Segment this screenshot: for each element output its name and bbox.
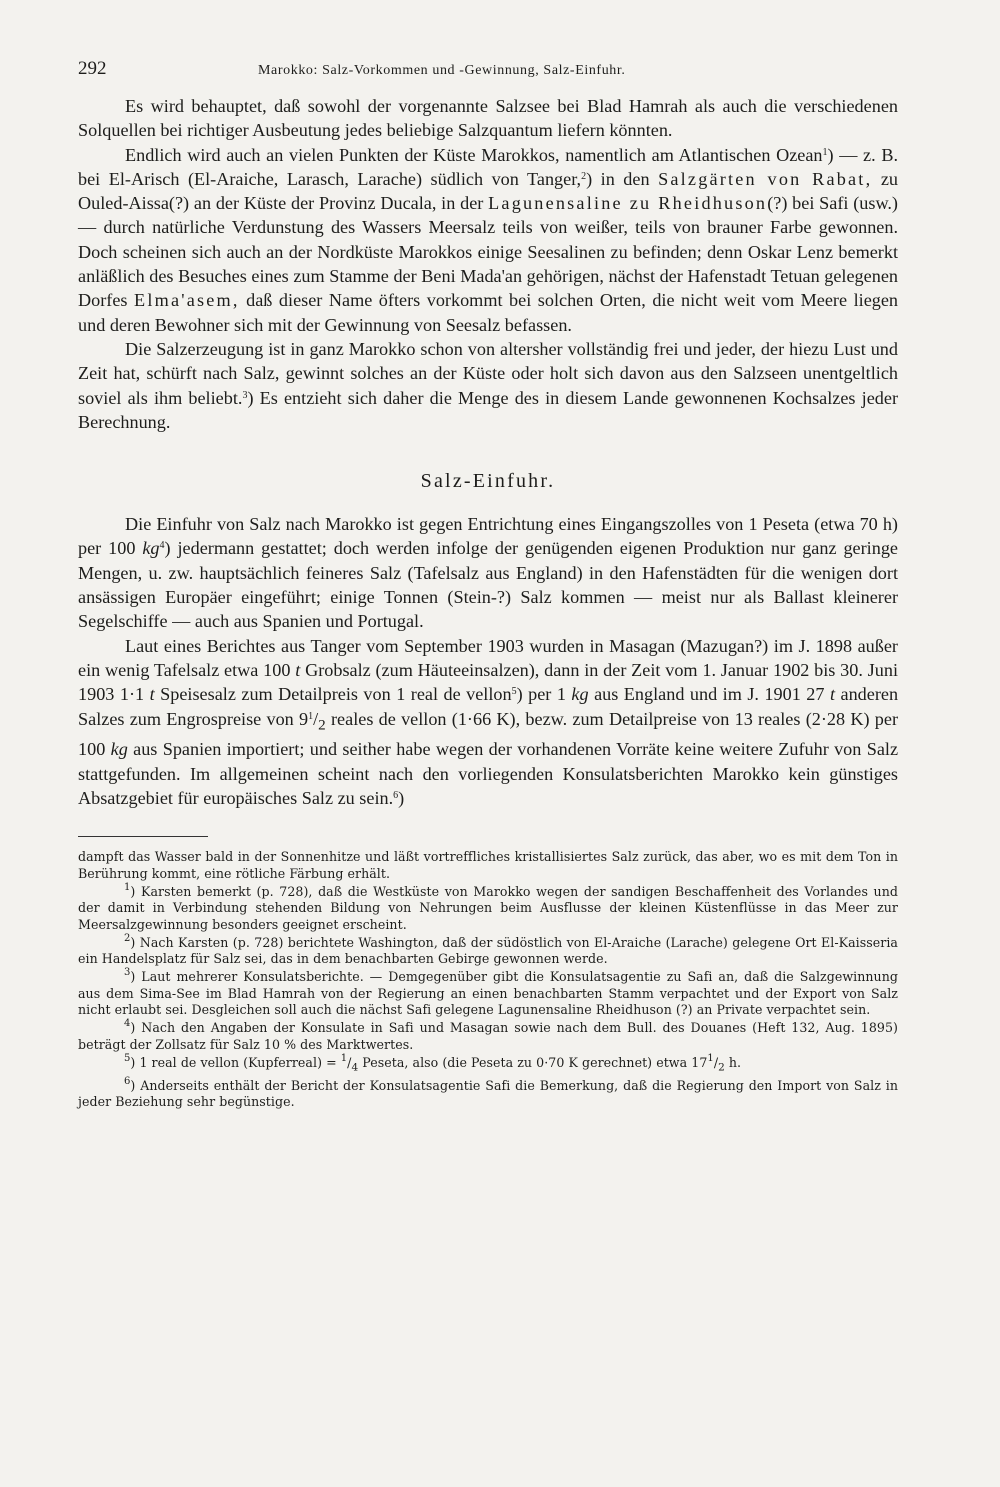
spaced-term: Lagunensaline zu Rheidhuson (488, 193, 768, 214)
footnote (78, 1075, 898, 1111)
paragraph-text: anderen Salzes zum Engrospreise von 9 (78, 684, 899, 729)
footnote-ref: 1 (822, 146, 828, 158)
footnote-mark: 6 (124, 1075, 131, 1087)
paragraph-text: daß dieser Name öfters vorkommt bei solchen Orten, die nicht weit vom Meere liegen und deren Bewohner sich mit der Gewinnung von Seesalz befassen. (78, 290, 899, 335)
unit: kg (142, 538, 160, 559)
paragraph-text: reales de vellon (1·66 K), bezw. zum Detailpreise von 13 reales (2·28 K) per 100 (78, 708, 898, 760)
paragraph-text: Laut eines Berichtes aus Tanger vom September 1903 wurden in Masagan (Mazugan?) im J. 1898 außer ein wenig Tafelsalz etwa 100 (78, 635, 898, 680)
footnote-mark: 3 (124, 967, 131, 979)
footnote-ref: 2 (581, 170, 587, 182)
paragraph-text: aus Spanien importiert; und seither habe wegen der vorhandenen Vorräte keine weitere Zufuhr von Salz stattgefunden. Im allgemeinen scheint nach den vorliegenden Konsulatsberichten Marokko kein günstiges Absatzgebiet für europäisches Salz zu sein. (78, 739, 899, 809)
footnote-text: ) Nach Karsten (p. 728) berichtete Washington, daß der südöstlich von El-Araiche (Larache) gelegene Ort El-Kaisseria ein Handelsplatz für Salz sei, das in dem benachbarten Gebirge gewonnen werde. (78, 934, 898, 967)
paragraph-text: (?) bei Safi (usw.) — durch natürliche Verdunstung des Wassers Meersalz teils von weißer, teils von brauner Farbe gewonnen. Doch scheinen sich auch an der Nordküste Marokkos einige Seesalinen zu befinden; denn Oskar Lenz bemerkt anläßlich des Besuches eines zum Stamme der Beni Mada'an gehörigen, nächst der Hafenstadt Tetuan gelegenen Dorfes (78, 193, 898, 311)
unit: t (149, 684, 155, 705)
footnote-mark: 4 (124, 1018, 131, 1030)
footnote (78, 969, 898, 1018)
footnotes (78, 849, 898, 1110)
footnote-text: ) Nach den Angaben der Konsulate in Safi und Masagan sowie nach dem Bull. des Douanes (Heft 132, Aug. 1895) beträgt der Zollsatz für Salz 10 % des Marktwertes. (78, 1020, 898, 1052)
paragraph (78, 94, 898, 143)
footnote-text: ) Karsten bemerkt (p. 728), daß die Westküste von Marokko wegen der sandigen Beschaffenheit des Vorlandes und der damit in Verbindung stehenden Bildung von Nehrungen beim Ausflusse der kleinen Küstenflüsse in das Meer zur Meersalzgewinnung besonders geeignet erscheint. (78, 883, 898, 932)
paragraph-text: ) — z. B. bei El-Arisch (El-Araiche, Larasch, Larache) südlich von Tanger, (78, 144, 899, 189)
fraction-denominator: 2 (718, 1061, 725, 1074)
footnote-continuation: dampft das Wasser bald in der Sonnenhitze und läßt vortreffliches kristallisiertes Salz zurück, das aber, wo es mit dem Ton in Berührung kommt, eine rötliche Färbung erhält. (78, 849, 898, 881)
page (78, 58, 898, 1110)
paragraph (78, 337, 898, 434)
page-header (78, 58, 898, 94)
paragraph (78, 143, 898, 337)
footnote-mark: 1 (124, 881, 131, 893)
paragraph-text: aus England und im J. 1901 27 (594, 684, 825, 705)
unit: t (829, 684, 836, 705)
paragraph-text: Grobsalz (zum Häuteeinsalzen), dann in der Zeit vom 1. Januar 1902 bis 30. Juni 1903 1·1 (78, 659, 898, 705)
main-text (78, 94, 898, 810)
paragraph (78, 512, 898, 633)
fraction-denominator: 4 (351, 1061, 359, 1074)
footnote (78, 1020, 898, 1053)
footnote-text: h. (724, 1054, 742, 1070)
running-head: Marokko: Salz-Vorkommen und -Gewinnung, Salz-Einfuhr. (258, 63, 626, 78)
spaced-term: Elma'asem, (134, 290, 240, 311)
fraction-numerator: 1 (308, 710, 314, 722)
footnote (78, 881, 898, 933)
footnote-mark: 5 (124, 1052, 131, 1064)
fraction-numerator: 1 (707, 1052, 714, 1064)
paragraph-text: Die Einfuhr von Salz nach Marokko ist gegen Entrichtung eines Eingangszolles von 1 Peseta (etwa 70 h) per 100 (78, 514, 898, 559)
footnote-ref: 3 (242, 389, 248, 401)
fraction-denominator: 2 (318, 716, 326, 734)
footnote-ref: 4 (159, 540, 165, 552)
section-heading: Salz-Einfuhr. (420, 470, 556, 493)
paragraph-text: ) Es entzieht sich daher die Menge des in diesem Lande gewonnenen Kochsalzes jeder Berechnung. (78, 387, 899, 432)
unit: kg (110, 739, 128, 760)
footnote-text: Peseta, also (die Peseta zu 0·70 K gerechnet) etwa 17 (358, 1054, 708, 1070)
footnote-ref: 6 (393, 790, 399, 802)
footnote-mark: 2 (124, 932, 131, 944)
footnote (78, 932, 898, 968)
footnote-text: ) 1 real de vellon (Kupferreal) = (130, 1054, 341, 1070)
paragraph-text: zu Ouled-Aissa(?) an der Küste der Provinz Ducala, in der (78, 168, 898, 214)
unit: t (295, 659, 301, 680)
footnote-ref: 5 (511, 686, 517, 698)
unit: kg (571, 684, 589, 705)
paragraph-text: Es wird behauptet, daß sowohl der vorgenannte Salzsee bei Blad Hamrah als auch die verschiedenen Solquellen bei richtiger Ausbeutung jedes beliebige Salzquantum liefern könnten. (78, 96, 898, 141)
paragraph-text: ) in den (586, 168, 650, 189)
paragraph-text: ) per 1 (516, 684, 566, 705)
footnote-text: ) Laut mehrerer Konsulatsberichte. — Demgegenüber gibt die Konsulatsagentie zu Safi an, daß die Salzgewinnung aus dem Sima-See im Blad Hamrah von der Regierung an einen benachbarten Stamm verpachtet und der Export von Salz nicht erlaubt sei. Desgleichen soll auch die nächst Safi gelegene Lagunensaline Rheidhuson (?) an Private verpachtet sein. (78, 969, 898, 1018)
paragraph: Laut eines Berichtes aus Tanger vom September 1903 wurden in Masagan (Mazugan?) im J. 1898 außer ein wenig Tafelsalz etwa 100 t Grobsalz (zum Häuteeinsalzen), dann in der Zeit vom 1. Januar 1902 bis 30. Juni 1903 1·1 t Speisesalz zum Detailpreis von 1 real de vellon$^5$) per 1 kg aus England und im J. 1901 27 t anderen Salzes zum Engrospreise von $9^1/_2$ reales de vellon (1·66 K), bezw. zum Detailpreise von 13 reales (2·28 K) per 100 kg aus Spanien importiert; und seither habe wegen der vorhandenen Vorräte keine weitere Zufuhr von Salz stattgefunden. Im allgemeinen scheint nach den vorliegenden Konsulatsberichten Marokko kein günstiges Absatzgebiet für europäisches Salz zu sein.$^6$) (78, 635, 899, 809)
fraction-numerator: 1 (340, 1052, 348, 1064)
spaced-term: Salzgärten von Rabat, (658, 168, 873, 189)
footnote-divider (78, 836, 208, 837)
paragraph-text: Endlich wird auch an vielen Punkten der Küste Marokkos, namentlich am Atlantischen Ozean (125, 144, 823, 165)
paragraph-text: Speisesalz zum Detailpreis von 1 real de vellon (160, 684, 512, 705)
paragraph-text: ) jedermann gestattet; doch werden infolge der genügenden eigenen Produktion nur ganz geringe Mengen, u. zw. hauptsächlich feineres Salz (Tafelsalz aus England) in den Hafenstädten für die wenigen dort ansässigen Europäer eingeführt; einige Tonnen (Stein-?) Salz kommen — meist nur als Ballast kleinerer Segelschiffe — auch aus Spanien und Portugal. (78, 538, 898, 632)
paragraph-text: Die Salzerzeugung ist in ganz Marokko schon von altersher vollständig frei und jeder, der hiezu Lust und Zeit hat, schürft nach Salz, gewinnt solches an der Küste oder holt sich davon aus den Salzseen unentgeltlich soviel als ihm beliebt. (78, 338, 898, 408)
page-number: 292 (78, 58, 107, 79)
footnote: $^5$) 1 real de vellon (Kupferreal) = $^1/_4$ Peseta, also (die Peseta zu 0·70 K gerechnet) etwa $17^1/_2$ h. (124, 1052, 742, 1074)
footnote-text: ) Anderseits enthält der Bericht der Konsulatsagentie Safi die Bemerkung, daß die Regierung den Import von Salz in jeder Beziehung sehr begünstige. (78, 1077, 898, 1110)
